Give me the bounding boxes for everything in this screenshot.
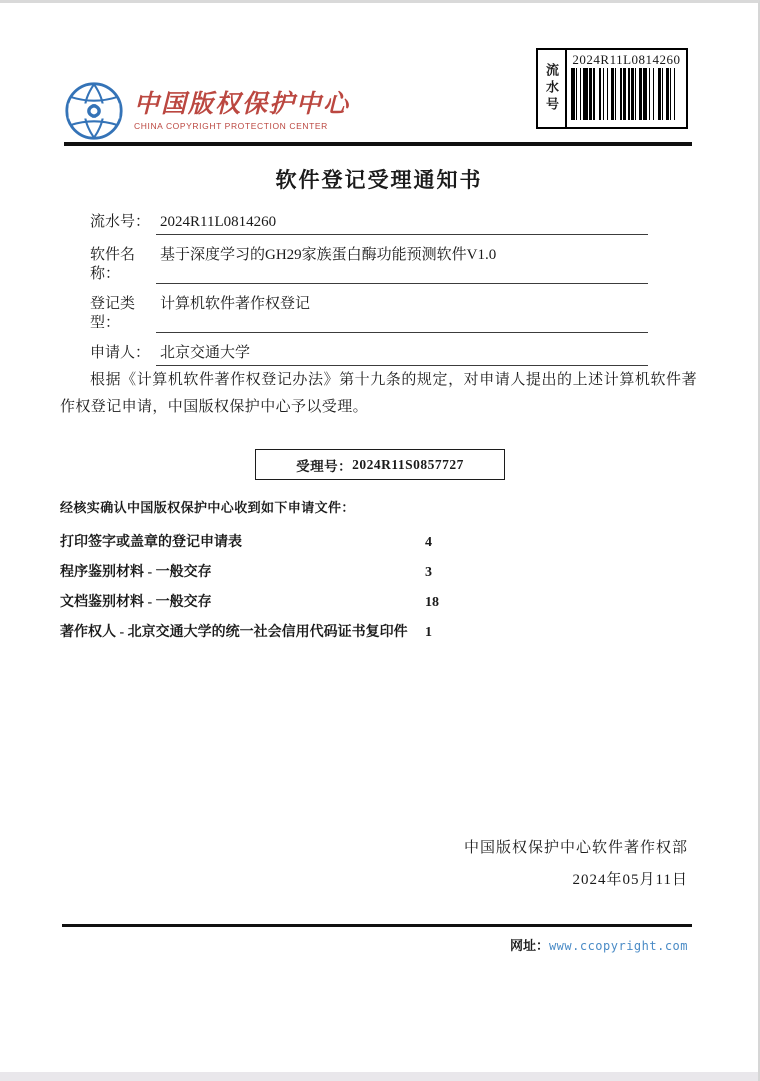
logo-name-english: CHINA COPYRIGHT PROTECTION CENTER [134,120,328,131]
serial-side-label: 流水号 [538,50,567,127]
document-title: 软件登记受理通知书 [275,168,483,192]
acceptance-number-value: 2024R11S0857727 [352,456,464,472]
logo-text-block [134,92,350,131]
signature-date: 2024年05月11日 [572,872,688,888]
field-row-serial [90,213,648,235]
signature-org: 中国版权保护中心软件著作权部 [463,840,688,856]
document-count: 4 [425,535,432,550]
field-value: 2024R11L0814260 [156,213,648,235]
field-value: 北京交通大学 [156,344,648,366]
barcode-image [571,68,683,120]
documents-intro-line: 经核实确认中国版权保护中心收到如下申请文件： [60,500,355,515]
field-value: 基于深度学习的GH29家族蛋白酶功能预测软件V1.0 [156,246,648,284]
serial-main-cell [567,50,686,127]
footer-divider-rule [62,924,692,927]
signature-block [464,832,688,896]
acceptance-number-label: 受理号： [296,458,353,474]
field-label: 软件名称： [90,247,136,282]
serial-number-box [536,48,688,129]
field-label: 流水号： [90,214,151,230]
header-logo-row [64,81,350,141]
document-count: 1 [425,625,432,640]
field-row-registration-type [90,295,648,333]
serial-number-text: 2024R11L0814260 [572,52,681,67]
field-label: 登记类型： [90,296,136,331]
fields-section [90,213,648,377]
document-list-item [60,558,460,588]
website-label: 网址： [509,938,549,953]
field-row-applicant [90,344,648,366]
document-name: 打印签字或盖章的登记申请表 [60,535,242,550]
field-label: 申请人： [90,345,151,361]
header-divider-rule [64,142,692,146]
acceptance-number-box [255,449,505,480]
logo-name-chinese: 中国版权保护中心 [134,90,351,118]
document-name: 文档鉴别材料 - 一般交存 [60,595,212,610]
document-count: 3 [425,565,432,580]
field-row-software-name [90,246,648,284]
received-documents-list [60,528,460,648]
footer-website-line [510,935,688,954]
document-list-item [60,618,460,648]
document-name: 程序鉴别材料 - 一般交存 [60,565,212,580]
document-count: 18 [425,595,439,610]
document-name: 著作权人 - 北京交通大学的统一社会信用代码证书复印件 [60,625,408,640]
copyright-center-emblem-icon [64,81,124,141]
document-list-item [60,528,460,558]
document-list-item [60,588,460,618]
field-value: 计算机软件著作权登记 [156,295,648,333]
acceptance-statement-paragraph: 根据《计算机软件著作权登记办法》第十九条的规定，对申请人提出的上述计算机软件著作权登记申请，中国版权保护中心予以受理。 [60,372,697,415]
page-bottom-edge [0,1072,758,1081]
website-link[interactable]: www.ccopyright.com [548,939,688,953]
